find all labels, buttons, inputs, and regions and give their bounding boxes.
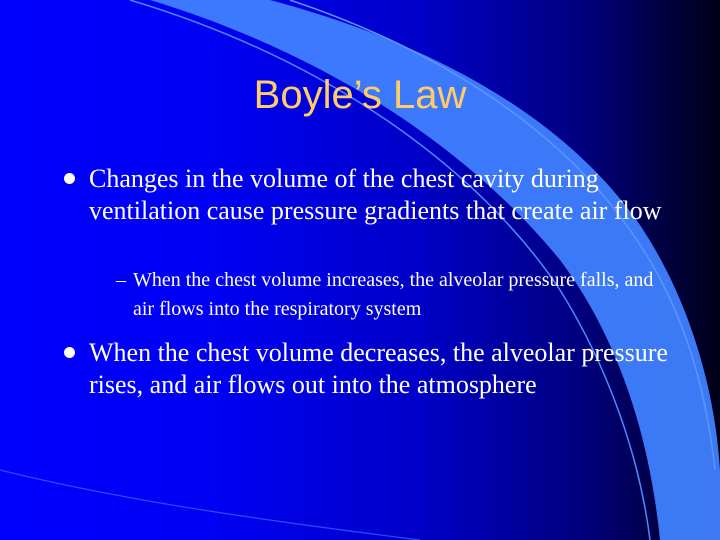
slide-title: Boyle’s Law <box>253 73 467 117</box>
bullet-icon <box>64 347 75 358</box>
bullet-item: When the chest volume decreases, the alveolar pressure rises, and air flows out into the atmosphere <box>89 338 668 399</box>
bullet-item: Changes in the volume of the chest cavity during ventilation cause pressure gradients that create air flow <box>89 164 662 225</box>
bullet-icon <box>64 173 75 184</box>
sub-bullet-item: When the chest volume increases, the alveolar pressure falls, and air flows into the respiratory system <box>133 269 654 320</box>
arc-line <box>0 470 420 540</box>
sub-bullet-dash: – <box>116 269 126 291</box>
